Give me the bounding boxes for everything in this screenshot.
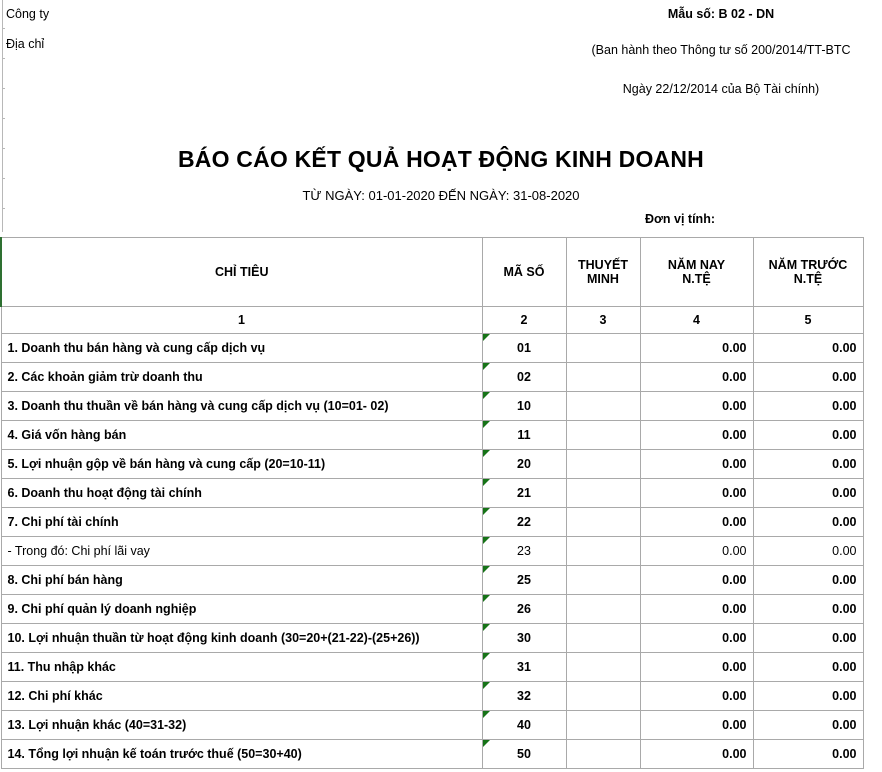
row-code-value: 01	[517, 341, 531, 355]
row-code-cell[interactable]	[482, 740, 566, 769]
table-row[interactable]	[1, 566, 863, 595]
comment-marker-icon	[483, 711, 490, 718]
row-indicator-label: 5. Lợi nhuận gộp về bán hàng và cung cấp (20=10-11)	[1, 450, 482, 479]
row-current-year-value[interactable]: 0.00	[640, 392, 753, 421]
row-code-cell[interactable]	[482, 682, 566, 711]
comment-marker-icon	[483, 566, 490, 573]
row-current-year-value[interactable]: 0.00	[640, 537, 753, 566]
row-indicator-label: 13. Lợi nhuận khác (40=31-32)	[1, 711, 482, 740]
row-note-cell[interactable]	[566, 537, 640, 566]
row-note-cell[interactable]	[566, 421, 640, 450]
row-current-year-value[interactable]: 0.00	[640, 363, 753, 392]
row-note-cell[interactable]	[566, 711, 640, 740]
page-title: BÁO CÁO KẾT QUẢ HOẠT ĐỘNG KINH DOANH	[178, 146, 704, 172]
row-code-value: 31	[517, 660, 531, 674]
table-row[interactable]	[1, 508, 863, 537]
row-code-cell[interactable]	[482, 537, 566, 566]
row-indicator-label: 10. Lợi nhuận thuần từ hoạt động kinh doanh (30=20+(21-22)-(25+26))	[1, 624, 482, 653]
table-row[interactable]	[1, 595, 863, 624]
column-header-current-line1: NĂM NAY	[667, 257, 726, 272]
column-header-current-year	[640, 238, 753, 307]
row-indicator-label: 12. Chi phí khác	[1, 682, 482, 711]
table-head	[1, 238, 863, 334]
comment-marker-icon	[483, 537, 490, 544]
table-row[interactable]	[1, 450, 863, 479]
row-code-cell[interactable]	[482, 421, 566, 450]
table-row[interactable]	[1, 740, 863, 769]
row-indicator-label: 14. Tổng lợi nhuận kế toán trước thuế (50=30+40)	[1, 740, 482, 769]
row-note-cell[interactable]	[566, 479, 640, 508]
column-header-code: MÃ SỐ	[482, 238, 566, 307]
row-note-cell[interactable]	[566, 624, 640, 653]
row-code-value: 10	[517, 399, 531, 413]
address-label: Địa chỉ	[6, 37, 45, 51]
row-code-value: 23	[517, 544, 531, 558]
table-row[interactable]	[1, 479, 863, 508]
row-note-cell[interactable]	[566, 566, 640, 595]
row-indicator-label: - Trong đó: Chi phí lãi vay	[1, 537, 482, 566]
comment-marker-icon	[483, 653, 490, 660]
row-indicator-label: 7. Chi phí tài chính	[1, 508, 482, 537]
row-previous-year-value[interactable]: 0.00	[753, 624, 863, 653]
table-row[interactable]	[1, 363, 863, 392]
row-previous-year-value[interactable]: 0.00	[753, 653, 863, 682]
row-current-year-value[interactable]: 0.00	[640, 624, 753, 653]
row-previous-year-value[interactable]: 0.00	[753, 711, 863, 740]
row-note-cell[interactable]	[566, 363, 640, 392]
row-code-value: 40	[517, 718, 531, 732]
title-block	[0, 130, 882, 236]
row-current-year-value[interactable]: 0.00	[640, 595, 753, 624]
column-number-4: 4	[640, 307, 753, 334]
row-current-year-value[interactable]: 0.00	[640, 682, 753, 711]
row-indicator-label: 1. Doanh thu bán hàng và cung cấp dịch vụ	[1, 334, 482, 363]
table-header-row	[1, 238, 863, 307]
column-header-note	[566, 238, 640, 307]
column-header-current-line2: N.TỆ	[682, 272, 711, 286]
comment-marker-icon	[483, 508, 490, 515]
row-code-value: 32	[517, 689, 531, 703]
row-code-cell[interactable]	[482, 363, 566, 392]
row-previous-year-value[interactable]: 0.00	[753, 740, 863, 769]
row-note-cell[interactable]	[566, 595, 640, 624]
row-previous-year-value[interactable]: 0.00	[753, 450, 863, 479]
row-indicator-label: 4. Giá vốn hàng bán	[1, 421, 482, 450]
row-code-cell[interactable]	[482, 479, 566, 508]
row-code-cell[interactable]	[482, 334, 566, 363]
row-code-value: 30	[517, 631, 531, 645]
row-code-cell[interactable]	[482, 711, 566, 740]
row-indicator-label: 3. Doanh thu thuần về bán hàng và cung cấp dịch vụ (10=01- 02)	[1, 392, 482, 421]
row-previous-year-value[interactable]: 0.00	[753, 508, 863, 537]
income-statement-table	[0, 237, 864, 769]
report-period: TỪ NGÀY: 01-01-2020 ĐẾN NGÀY: 31-08-2020	[302, 188, 580, 203]
row-previous-year-value[interactable]: 0.00	[753, 421, 863, 450]
row-current-year-value[interactable]: 0.00	[640, 479, 753, 508]
row-note-cell[interactable]	[566, 682, 640, 711]
row-previous-year-value[interactable]: 0.00	[753, 537, 863, 566]
row-code-value: 25	[517, 573, 531, 587]
column-number-row	[1, 307, 863, 334]
decree-line-2: Ngày 22/12/2014 của Bộ Tài chính)	[622, 82, 820, 96]
comment-marker-icon	[483, 595, 490, 602]
comment-marker-icon	[483, 363, 490, 370]
row-indicator-label: 11. Thu nhập khác	[1, 653, 482, 682]
table-row[interactable]	[1, 711, 863, 740]
row-previous-year-value[interactable]: 0.00	[753, 595, 863, 624]
document-header	[0, 0, 882, 130]
row-code-value: 02	[517, 370, 531, 384]
row-note-cell[interactable]	[566, 508, 640, 537]
row-note-cell[interactable]	[566, 334, 640, 363]
row-code-value: 22	[517, 515, 531, 529]
column-number-1: 1	[1, 307, 482, 334]
table-row[interactable]	[1, 421, 863, 450]
comment-marker-icon	[483, 421, 490, 428]
row-indicator-label: 6. Doanh thu hoạt động tài chính	[1, 479, 482, 508]
row-current-year-value[interactable]: 0.00	[640, 450, 753, 479]
row-current-year-value[interactable]: 0.00	[640, 740, 753, 769]
row-previous-year-value[interactable]: 0.00	[753, 392, 863, 421]
column-header-previous-line1: NĂM TRƯỚC	[768, 257, 848, 272]
decree-line-1: (Ban hành theo Thông tư số 200/2014/TT-BTC	[591, 43, 851, 57]
row-indicator-label: 8. Chi phí bán hàng	[1, 566, 482, 595]
column-header-note-line1: THUYẾT	[578, 257, 628, 272]
table-body	[1, 334, 863, 769]
column-header-indicator: CHỈ TIÊU	[1, 238, 482, 307]
row-current-year-value[interactable]: 0.00	[640, 508, 753, 537]
row-note-cell[interactable]	[566, 392, 640, 421]
comment-marker-icon	[483, 682, 490, 689]
comment-marker-icon	[483, 450, 490, 457]
row-current-year-value[interactable]: 0.00	[640, 711, 753, 740]
column-header-previous-line2: N.TỆ	[793, 272, 823, 286]
row-previous-year-value[interactable]: 0.00	[753, 363, 863, 392]
row-code-value: 11	[517, 428, 531, 442]
table-row[interactable]	[1, 537, 863, 566]
table-row[interactable]	[1, 392, 863, 421]
row-indicator-label: 2. Các khoản giảm trừ doanh thu	[1, 363, 482, 392]
row-code-cell[interactable]	[482, 595, 566, 624]
row-code-cell[interactable]	[482, 624, 566, 653]
table-row[interactable]	[1, 624, 863, 653]
row-note-cell[interactable]	[566, 450, 640, 479]
comment-marker-icon	[483, 392, 490, 399]
comment-marker-icon	[483, 740, 490, 747]
row-code-cell[interactable]	[482, 392, 566, 421]
row-previous-year-value[interactable]: 0.00	[753, 479, 863, 508]
row-previous-year-value[interactable]: 0.00	[753, 566, 863, 595]
column-header-note-line2: MINH	[587, 272, 619, 286]
company-label: Công ty	[6, 7, 50, 21]
row-current-year-value[interactable]: 0.00	[640, 566, 753, 595]
table-row[interactable]	[1, 682, 863, 711]
row-current-year-value[interactable]: 0.00	[640, 421, 753, 450]
form-code-label: Mẫu số: B 02 - DN	[667, 7, 775, 21]
row-indicator-label: 9. Chi phí quản lý doanh nghiệp	[1, 595, 482, 624]
row-code-cell[interactable]	[482, 450, 566, 479]
row-previous-year-value[interactable]: 0.00	[753, 334, 863, 363]
column-header-previous-year	[753, 238, 863, 307]
row-current-year-value[interactable]: 0.00	[640, 334, 753, 363]
row-note-cell[interactable]	[566, 653, 640, 682]
row-code-cell[interactable]	[482, 508, 566, 537]
table-row[interactable]	[1, 653, 863, 682]
row-note-cell[interactable]	[566, 740, 640, 769]
row-previous-year-value[interactable]: 0.00	[753, 682, 863, 711]
row-code-value: 21	[517, 486, 531, 500]
row-current-year-value[interactable]: 0.00	[640, 653, 753, 682]
column-number-3: 3	[566, 307, 640, 334]
row-code-value: 20	[517, 457, 531, 471]
currency-unit-label: Đơn vị tính:	[645, 212, 715, 226]
column-number-2: 2	[482, 307, 566, 334]
table-row[interactable]	[1, 334, 863, 363]
row-code-cell[interactable]	[482, 653, 566, 682]
row-code-cell[interactable]	[482, 566, 566, 595]
comment-marker-icon	[483, 334, 490, 341]
row-code-value: 26	[517, 602, 531, 616]
column-number-5: 5	[753, 307, 863, 334]
comment-marker-icon	[483, 624, 490, 631]
row-code-value: 50	[517, 747, 531, 761]
comment-marker-icon	[483, 479, 490, 486]
